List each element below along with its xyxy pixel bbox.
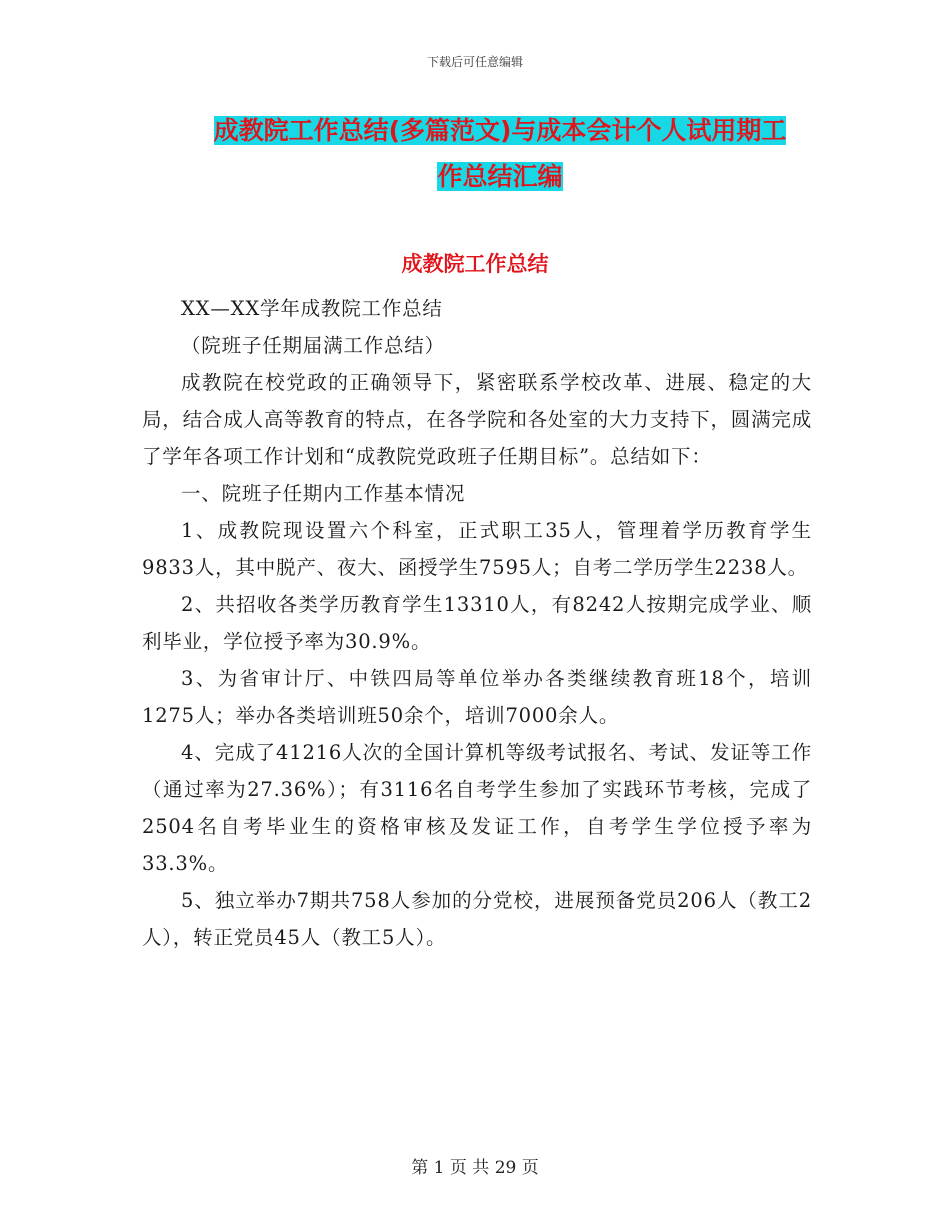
paragraph: 5、独立举办7期共758人参加的分党校，进展预备党员206人（教工2人），转正党员45人（教工5人）。 <box>142 889 812 949</box>
paragraph: 一、院班子任期内工作基本情况 <box>181 482 466 505</box>
document-title-line2: 作总结汇编 <box>437 162 563 191</box>
paragraph: 3、为省审计厅、中铁四局等单位举办各类继续教育班18个，培训1275人；举办各类培训班50余个，培训7000余人。 <box>142 667 812 727</box>
document-title-line1: 成教院工作总结(多篇范文)与成本会计个人试用期工 <box>213 116 787 145</box>
document-title <box>0 108 950 200</box>
paragraph: 1、成教院现设置六个科室，正式职工35人，管理着学历教育学生9833人，其中脱产、夜大、函授学生7595人；自考二学历学生2238人。 <box>142 519 812 579</box>
paragraph: 2、共招收各类学历教育学生13310人，有8242人按期完成学业、顺利毕业，学位授予率为30.9%。 <box>142 593 812 653</box>
header-note: 下载后可任意编辑 <box>426 55 523 69</box>
document-body <box>142 290 812 956</box>
page-footer: 第 1 页 共 29 页 <box>411 1158 539 1178</box>
section-title: 成教院工作总结 <box>401 252 549 276</box>
paragraph: 成教院在校党政的正确领导下，紧密联系学校改革、进展、稳定的大局，结合成人高等教育的特点，在各学院和各处室的大力支持下，圆满完成了学年各项工作计划和“成教院党政班子任期目标”。总结如下： <box>142 371 812 468</box>
paragraph: XX—XX学年成教院工作总结 <box>181 297 443 320</box>
paragraph: （院班子任期届满工作总结） <box>181 334 445 357</box>
paragraph: 4、完成了41216人次的全国计算机等级考试报名、考试、发证等工作（通过率为27.36%）；有3116名自考学生参加了实践环节考核，完成了2504名自考毕业生的资格审核及发证工作，自考学生学位授予率为33.3%。 <box>142 741 812 875</box>
